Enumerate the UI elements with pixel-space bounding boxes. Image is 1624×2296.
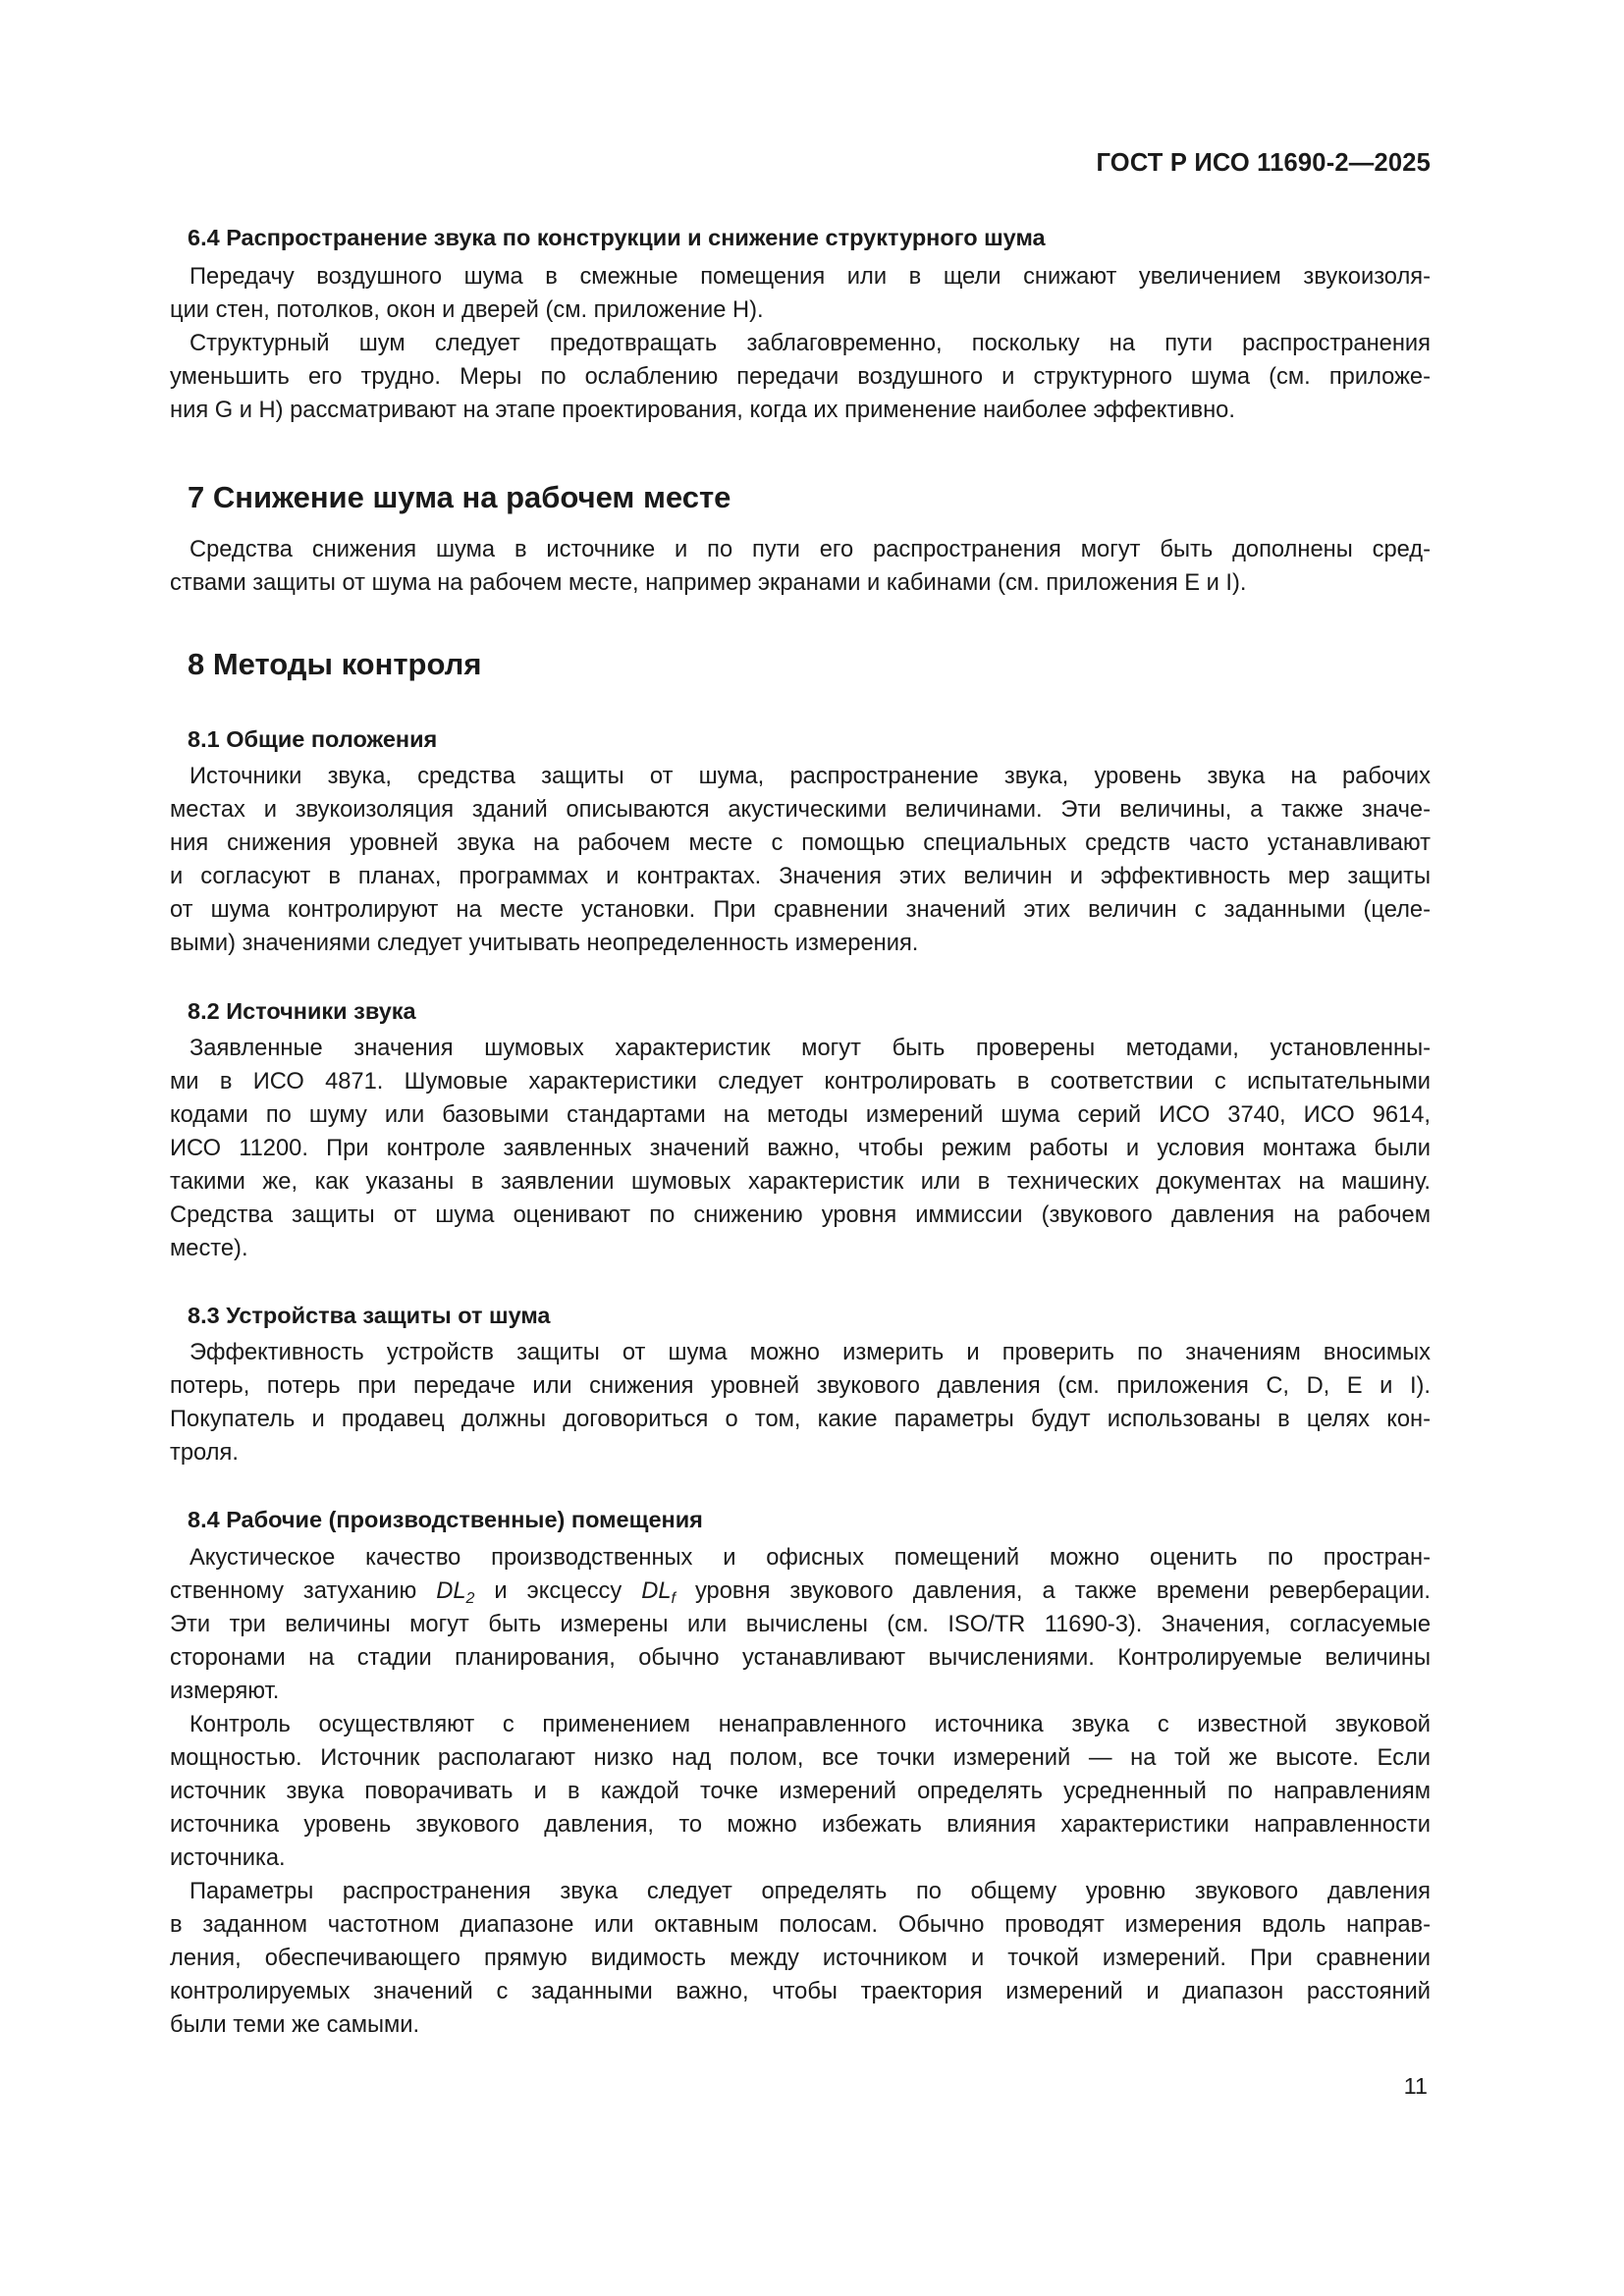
text-line: Параметры распространения звука следует определять по общему уровню звукового давления (189, 1879, 1431, 1904)
text-line: сторонами на стадии планирования, обычно устанавливают вычислениями. Контролируемые величины (170, 1645, 1431, 1671)
symbol-dl2 (436, 1578, 475, 1607)
symbol-subscript: 2 (465, 1590, 475, 1607)
text-fragment: и эксцессу (474, 1578, 642, 1604)
section-8-1-paragraph-1 (170, 760, 1431, 960)
text-line: Заявленные значения шумовых характеристик могут быть проверены методами, установленны- (189, 1036, 1431, 1061)
text-line: местах и звукоизоляция зданий описываются акустическими величинами. Эти величины, а также значе- (170, 797, 1431, 823)
text-fragment: ственному затуханию (170, 1578, 437, 1604)
section-8-2-paragraph-1 (170, 1032, 1431, 1265)
section-8-4-paragraph-3 (170, 1875, 1431, 2042)
symbol-subscript: f (671, 1590, 676, 1607)
text-line: Эффективность устройств защиты от шума можно измерить и проверить по значениям вносимых (189, 1340, 1431, 1365)
symbol-base: DL (641, 1578, 672, 1604)
text-line: ствами защиты от шума на рабочем месте, например экранами и кабинами (см. приложения E и I). (170, 570, 1247, 596)
section-8-2-heading: 8.2 Источники звука (188, 998, 416, 1024)
text-line: ции стен, потолков, окон и дверей (см. приложение H). (170, 297, 764, 323)
section-8-heading: 8 Методы контроля (188, 647, 482, 681)
text-line: были теми же самыми. (170, 2012, 420, 2038)
text-line: источника. (170, 1845, 286, 1871)
text-line: измеряют. (170, 1679, 280, 1704)
text-line: Средства снижения шума в источнике и по пути его распространения могут быть дополнены сред- (189, 537, 1431, 562)
text-line: ИСО 11200. При контроле заявленных значений важно, чтобы режим работы и условия монтажа были (170, 1136, 1431, 1161)
symbol-base: DL (436, 1578, 466, 1604)
text-line: Структурный шум следует предотвращать заблаговременно, поскольку на пути распространения (189, 331, 1431, 356)
text-line: Контроль осуществляют с применением ненаправленного источника звука с известной звуковой (189, 1712, 1431, 1737)
text-fragment: уровня звукового давления, а также времени реверберации. (675, 1578, 1431, 1604)
section-8-3-heading: 8.3 Устройства защиты от шума (188, 1303, 551, 1328)
text-line: троля. (170, 1440, 239, 1466)
section-8-4-paragraph-2 (170, 1708, 1431, 1875)
document-header-id: ГОСТ Р ИСО 11690-2—2025 (1096, 149, 1431, 177)
text-line: Акустическое качество производственных и офисных помещений можно оценить по простран- (189, 1545, 1431, 1571)
text-line: потерь, потерь при передаче или снижения уровней звукового давления (см. приложения C, D, E и I). (170, 1373, 1431, 1399)
text-line: Покупатель и продавец должны договориться о том, какие параметры будут использованы в целях кон- (170, 1407, 1431, 1432)
section-8-4-heading: 8.4 Рабочие (производственные) помещения (188, 1507, 703, 1532)
text-line: кодами по шуму или базовыми стандартами на методы измерений шума серий ИСО 3740, ИСО 9614, (170, 1102, 1431, 1128)
text-line: ления, обеспечивающего прямую видимость между источником и точкой измерений. При сравнении (170, 1946, 1431, 1971)
text-line: месте). (170, 1236, 248, 1261)
section-7-heading: 7 Снижение шума на рабочем месте (188, 480, 731, 514)
section-6-4-paragraph-1 (170, 260, 1431, 327)
text-line: Эти три величины могут быть измерены или вычислены (см. ISO/TR 11690-3). Значения, согласуемые (170, 1612, 1431, 1637)
section-8-4-paragraph-1 (170, 1541, 1431, 1708)
page-number: 11 (1403, 2073, 1428, 2099)
symbol-dlf (641, 1578, 676, 1607)
section-8-3-paragraph-1 (170, 1336, 1431, 1469)
text-line: ния снижения уровней звука на рабочем месте с помощью специальных средств часто устанавливают (170, 830, 1431, 856)
text-line: мощностью. Источник располагают низко над полом, все точки измерений — на той же высоте. Если (170, 1745, 1431, 1771)
text-line: источника уровень звукового давления, то можно избежать влияния характеристики направленности (170, 1812, 1431, 1838)
text-line: ми в ИСО 4871. Шумовые характеристики следует контролировать в соответствии с испытательными (170, 1069, 1431, 1095)
text-line: Источники звука, средства защиты от шума, распространение звука, уровень звука на рабочих (189, 764, 1431, 789)
text-line: Средства защиты от шума оценивают по снижению уровня иммиссии (звукового давления на рабочем (170, 1202, 1431, 1228)
text-line: источник звука поворачивать и в каждой точке измерений определять усредненный по направлениям (170, 1779, 1431, 1804)
section-6-4-heading: 6.4 Распространение звука по конструкции и снижение структурного шума (188, 225, 1046, 250)
text-line-with-symbols (170, 1575, 1431, 1608)
text-line: и согласуют в планах, программах и контрактах. Значения этих величин и эффективность мер защиты (170, 864, 1431, 889)
text-line: Передачу воздушного шума в смежные помещения или в щели снижают увеличением звукоизоля- (189, 264, 1431, 290)
text-line: от шума контролируют на месте установки. При сравнении значений этих величин с заданными (целе- (170, 897, 1431, 923)
section-6-4-paragraph-2 (170, 327, 1431, 427)
text-line: выми) значениями следует учитывать неопределенность измерения. (170, 931, 919, 956)
section-7-paragraph-1 (170, 533, 1431, 600)
text-line: ния G и H) рассматривают на этапе проектирования, когда их применение наиболее эффективно. (170, 398, 1235, 423)
text-line: уменьшить его трудно. Меры по ослаблению передачи воздушного и структурного шума (см. приложе- (170, 364, 1431, 390)
section-8-1-heading: 8.1 Общие положения (188, 726, 438, 752)
text-line: такими же, как указаны в заявлении шумовых характеристик или в технических документах на машину. (170, 1169, 1431, 1195)
text-line: в заданном частотном диапазоне или октавным полосам. Обычно проводят измерения вдоль направ- (170, 1912, 1431, 1938)
text-line: контролируемых значений с заданными важно, чтобы траектория измерений и диапазон расстояний (170, 1979, 1431, 2004)
